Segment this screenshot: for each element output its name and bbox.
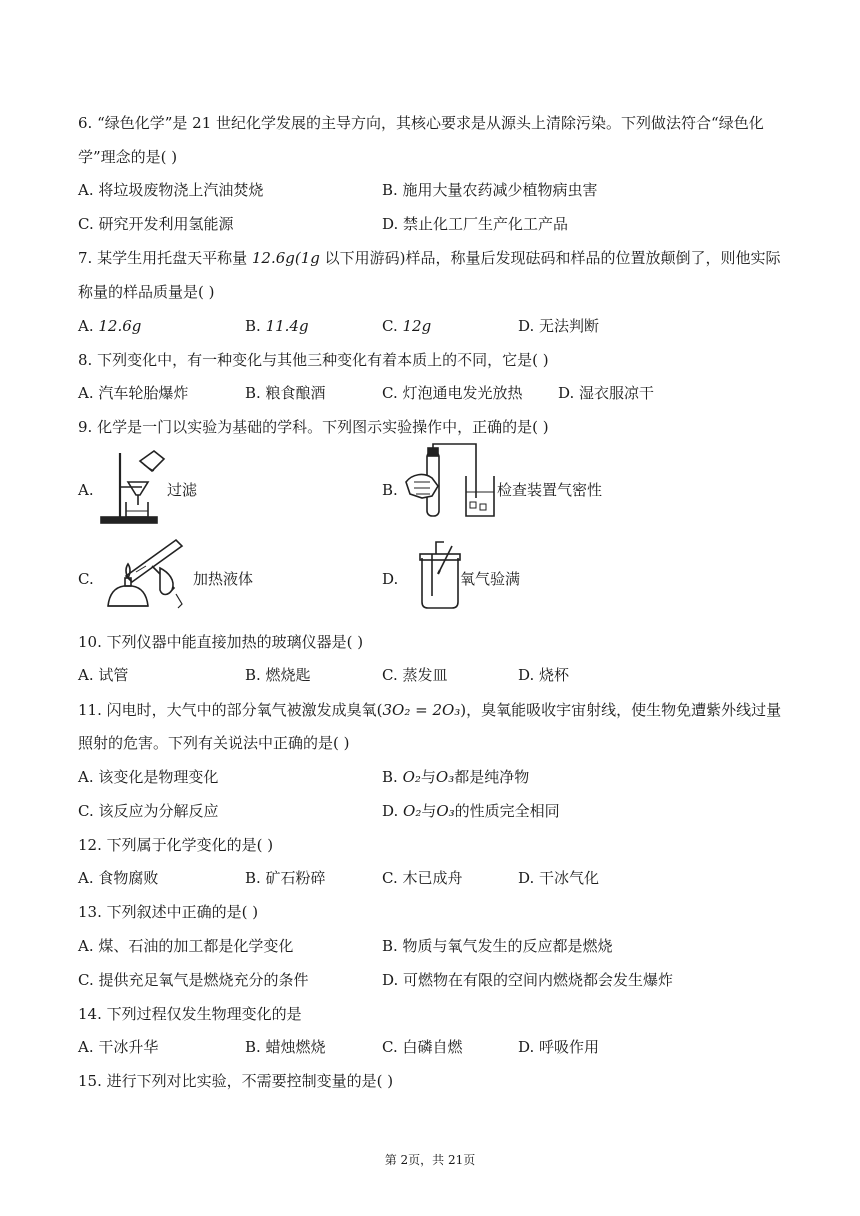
q14-option-a: A. 干冰升华 bbox=[78, 1038, 159, 1056]
q13-option-b: B. 物质与氧气发生的反应都是燃烧 bbox=[382, 937, 613, 955]
q6-stem-line1: 6. “绿色化学”是 21 世纪化学发展的主导方向，其核心要求是从源头上清除污染。下列做法符合“绿色化 bbox=[78, 114, 764, 132]
q10-option-d: D. 烧杯 bbox=[518, 666, 570, 684]
q11-option-b-o2: O₂ bbox=[402, 768, 421, 786]
q13-option-a: A. 煤、石油的加工都是化学变化 bbox=[78, 937, 294, 955]
q12-option-d: D. 干冰气化 bbox=[518, 869, 600, 887]
q7-option-b-label: B. bbox=[245, 317, 266, 335]
q8-option-b: B. 粮食酿酒 bbox=[245, 384, 326, 402]
q11-option-d bbox=[382, 801, 560, 821]
q11-option-d-text: 的性质完全相同 bbox=[454, 802, 560, 820]
q13-stem: 13. 下列叙述中正确的是( ) bbox=[78, 903, 259, 921]
q9-option-c-letter: C. bbox=[78, 570, 94, 588]
q11-option-b-label: B. bbox=[382, 768, 403, 786]
q11-option-b-and: 与 bbox=[420, 768, 436, 786]
heating-liquid-figure bbox=[102, 536, 192, 616]
oxygen-full-check-figure bbox=[410, 540, 466, 612]
q10-option-c: C. 蒸发皿 bbox=[382, 666, 448, 684]
q9-option-a-caption: 过滤 bbox=[167, 481, 198, 499]
q9-option-d-letter: D. bbox=[382, 570, 399, 588]
q11-stem-equation: 3O₂ = 2O₃ bbox=[382, 701, 461, 719]
q14-stem: 14. 下列过程仅发生物理变化的是 bbox=[78, 1005, 302, 1023]
q11-option-d-and: 与 bbox=[421, 802, 437, 820]
q11-option-b-text: 都是纯净物 bbox=[454, 768, 530, 786]
q11-option-c: C. 该反应为分解反应 bbox=[78, 802, 219, 820]
q7-option-a-value: 12.6g bbox=[98, 317, 142, 335]
q9-option-b-letter: B. bbox=[382, 481, 398, 499]
airtightness-figure bbox=[402, 446, 498, 524]
q9-option-a-letter: A. bbox=[78, 481, 94, 499]
q14-option-c: C. 白磷自燃 bbox=[382, 1038, 463, 1056]
q11-stem-text-a: 11. 闪电时，大气中的部分氧气被激发成臭氧( bbox=[78, 701, 383, 719]
q14-option-d: D. 呼吸作用 bbox=[518, 1038, 600, 1056]
q11-option-d-o3: O₃ bbox=[436, 802, 455, 820]
q7-option-b-value: 11.4g bbox=[265, 317, 309, 335]
q11-option-d-label: D. bbox=[382, 802, 404, 820]
q7-option-b bbox=[245, 316, 309, 336]
page-footer: 第 2页，共 21页 bbox=[384, 1153, 476, 1167]
q11-option-d-o2: O₂ bbox=[403, 802, 422, 820]
q12-option-a: A. 食物腐败 bbox=[78, 869, 159, 887]
q9-option-b-caption: 检查装置气密性 bbox=[497, 481, 603, 499]
q11-option-a: A. 该变化是物理变化 bbox=[78, 768, 219, 786]
q7-option-c-label: C. bbox=[382, 317, 403, 335]
q13-option-c: C. 提供充足氧气是燃烧充分的条件 bbox=[78, 971, 309, 989]
q10-option-a: A. 试管 bbox=[78, 666, 129, 684]
q11-stem-text-b: )，臭氧能吸收宇宙射线，使生物免遭紫外线过量 bbox=[460, 701, 782, 719]
q8-stem: 8. 下列变化中，有一种变化与其他三种变化有着本质上的不同，它是( ) bbox=[78, 351, 549, 369]
q12-option-c: C. 木已成舟 bbox=[382, 869, 463, 887]
q7-stem-line2: 称量的样品质量是( ) bbox=[78, 283, 215, 301]
q7-option-c-value: 12g bbox=[402, 317, 432, 335]
q6-stem-line2: 学”理念的是( ) bbox=[78, 148, 178, 166]
q11-option-b-o3: O₃ bbox=[435, 768, 455, 786]
q6-option-b: B. 施用大量农药减少植物病虫害 bbox=[382, 181, 598, 199]
q7-stem-math: 12.6g(1g bbox=[251, 249, 320, 267]
q10-option-b: B. 燃烧匙 bbox=[245, 666, 311, 684]
q9-option-c-caption: 加热液体 bbox=[193, 570, 254, 588]
q7-stem-text-b: 以下用游码)样品，称量后发现砝码和样品的位置放颠倒了，则他实际 bbox=[319, 249, 781, 267]
q8-option-a: A. 汽车轮胎爆炸 bbox=[78, 384, 189, 402]
q8-option-c: C. 灯泡通电发光放热 bbox=[382, 384, 523, 402]
q8-option-d: D. 湿衣服凉干 bbox=[558, 384, 655, 402]
q9-option-d-caption: 氧气验满 bbox=[460, 570, 521, 588]
q7-option-c bbox=[382, 316, 431, 336]
q7-stem-text-a: 7. 某学生用托盘天平称量 bbox=[78, 249, 252, 267]
q7-option-a-label: A. bbox=[78, 317, 99, 335]
q11-option-b bbox=[382, 767, 529, 787]
q6-option-d: D. 禁止化工厂生产化工产品 bbox=[382, 215, 569, 233]
q6-option-a: A. 将垃圾废物浇上汽油焚烧 bbox=[78, 181, 264, 199]
q7-option-d: D. 无法判断 bbox=[518, 317, 600, 335]
q7-stem-line1 bbox=[78, 248, 780, 268]
q15-stem: 15. 进行下列对比实验，不需要控制变量的是( ) bbox=[78, 1072, 394, 1090]
q9-stem: 9. 化学是一门以实验为基础的学科。下列图示实验操作中，正确的是( ) bbox=[78, 418, 549, 436]
q11-stem-line2: 照射的危害。下列有关说法中正确的是( ) bbox=[78, 734, 350, 752]
q13-option-d: D. 可燃物在有限的空间内燃烧都会发生爆炸 bbox=[382, 971, 674, 989]
q7-option-a bbox=[78, 316, 141, 336]
q6-option-c: C. 研究开发利用氢能源 bbox=[78, 215, 234, 233]
q12-stem: 12. 下列属于化学变化的是( ) bbox=[78, 836, 274, 854]
q11-stem-line1 bbox=[78, 700, 781, 720]
filtration-figure bbox=[98, 447, 170, 527]
q12-option-b: B. 矿石粉碎 bbox=[245, 869, 326, 887]
q14-option-b: B. 蜡烛燃烧 bbox=[245, 1038, 326, 1056]
q10-stem: 10. 下列仪器中能直接加热的玻璃仪器是( ) bbox=[78, 633, 364, 651]
